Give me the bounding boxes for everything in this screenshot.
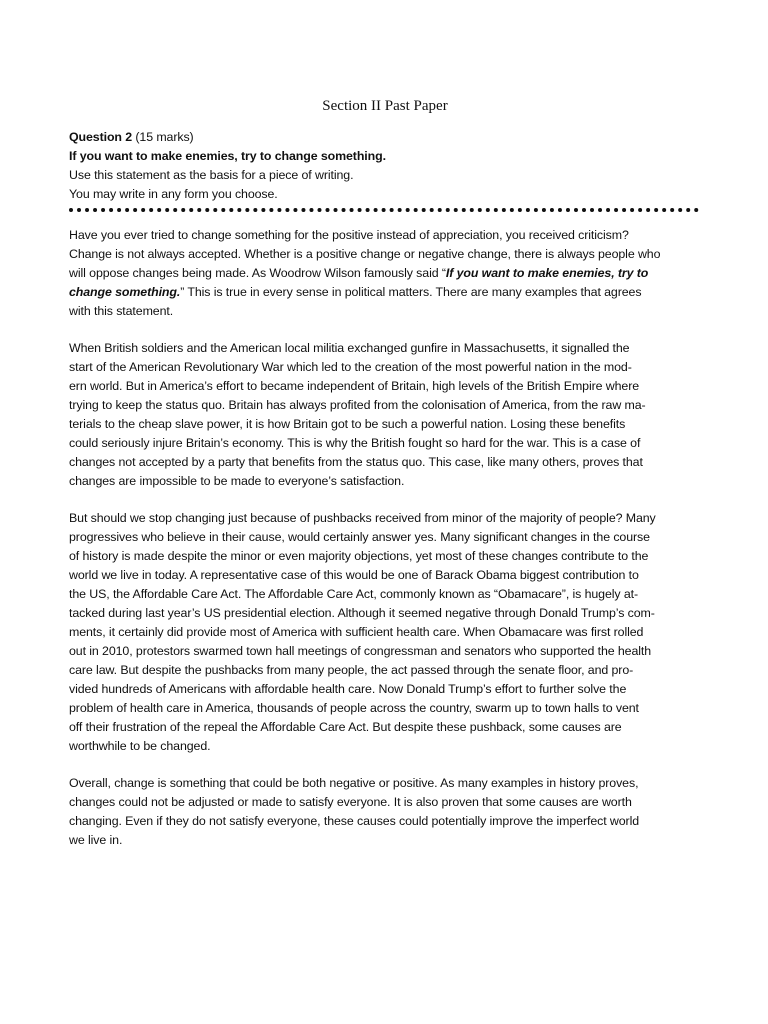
essay-line: Change is not always accepted. Whether is a positive change or negative change, there is always people who [69, 247, 661, 261]
essay-paragraph-1 [69, 226, 701, 321]
essay-line: off their frustration of the repeal the Affordable Care Act. But despite these pushback, some causes are [69, 720, 622, 734]
essay-line: trying to keep the status quo. Britain has always profited from the colonisation of America, from the raw ma- [69, 398, 646, 412]
question-instruction-1: Use this statement as the basis for a piece of writing. [69, 168, 354, 182]
essay-line: tacked during last year’s US presidential election. Although it seemed negative through Donald Trump’s com- [69, 606, 655, 620]
document-page [69, 96, 701, 868]
essay-paragraph-3 [69, 509, 701, 756]
question-marks: (15 marks) [135, 130, 194, 144]
question-instruction-2: You may write in any form you choose. [69, 187, 278, 201]
essay-line: terials to the cheap slave power, it is how Britain got to be such a powerful nation. Losing these benefits [69, 417, 626, 431]
essay-line: Have you ever tried to change something for the positive instead of appreciation, you received criticism? [69, 228, 629, 242]
essay-line: of history is made despite the minor or even majority objections, yet most of these changes contribute to the [69, 549, 649, 563]
essay-paragraph-4 [69, 774, 701, 850]
essay-line: vided hundreds of Americans with affordable health care. Now Donald Trump’s effort to further solve the [69, 682, 627, 696]
essay-line: could seriously injure Britain’s economy. This is why the British fought so hard for the war. This is a case of [69, 436, 641, 450]
essay-line: ern world. But in America’s effort to became independent of Britain, high levels of the British Empire where [69, 379, 640, 393]
essay-text: will oppose changes being made. As Woodrow Wilson famously said “ [69, 266, 446, 280]
essay-line: progressives who believe in their cause, would certainly answer yes. Many significant changes in the course [69, 530, 650, 544]
essay-line: the US, the Affordable Care Act. The Affordable Care Act, commonly known as “Obamacare”, is hugely at- [69, 587, 639, 601]
essay-line: start of the American Revolutionary War which led to the creation of the most powerful nation in the mod- [69, 360, 632, 374]
essay-line: out in 2010, protestors swarmed town hall meetings of congressman and senators who supported the health [69, 644, 652, 658]
essay-text: ” This is true in every sense in political matters. There are many examples that agrees [180, 285, 642, 299]
essay-line: problem of health care in America, thousands of people across the country, swarm up to town halls to vent [69, 701, 639, 715]
question-block [69, 128, 701, 204]
essay-line: we live in. [69, 833, 123, 847]
essay-line [69, 283, 701, 302]
essay-line: Overall, change is something that could be both negative or positive. As many examples in history proves, [69, 776, 639, 790]
essay-line: care law. But despite the pushbacks from many people, the act passed through the senate floor, and pro- [69, 663, 634, 677]
wilson-quote-part-2: change something. [69, 285, 181, 299]
essay-line [69, 264, 701, 283]
question-heading [69, 128, 701, 147]
essay-line: changes not accepted by a party that benefits from the status quo. This case, like many others, proves that [69, 455, 643, 469]
essay-line: ments, it certainly did provide most of America with sufficient health care. When Obamacare was first rolled [69, 625, 644, 639]
essay-line: changes are impossible to be made to everyone’s satisfaction. [69, 474, 405, 488]
dotted-divider [69, 208, 699, 212]
essay-line: world we live in today. A representative case of this would be one of Barack Obama biggest contribution to [69, 568, 639, 582]
essay-line: with this statement. [69, 304, 174, 318]
essay-line: worthwhile to be changed. [69, 739, 211, 753]
page-title: Section II Past Paper [322, 98, 448, 114]
question-prompt: If you want to make enemies, try to change something. [69, 149, 386, 163]
essay-body [69, 226, 701, 850]
essay-paragraph-2 [69, 339, 701, 491]
wilson-quote-part-1: If you want to make enemies, try to [445, 266, 649, 280]
essay-line: changing. Even if they do not satisfy everyone, these causes could potentially improve the imperfect world [69, 814, 640, 828]
essay-line: When British soldiers and the American local militia exchanged gunfire in Massachusetts, it signalled the [69, 341, 630, 355]
essay-line: But should we stop changing just because of pushbacks received from minor of the majority of people? Many [69, 511, 656, 525]
question-label: Question 2 [69, 130, 133, 144]
essay-line: changes could not be adjusted or made to satisfy everyone. It is also proven that some causes are worth [69, 795, 632, 809]
